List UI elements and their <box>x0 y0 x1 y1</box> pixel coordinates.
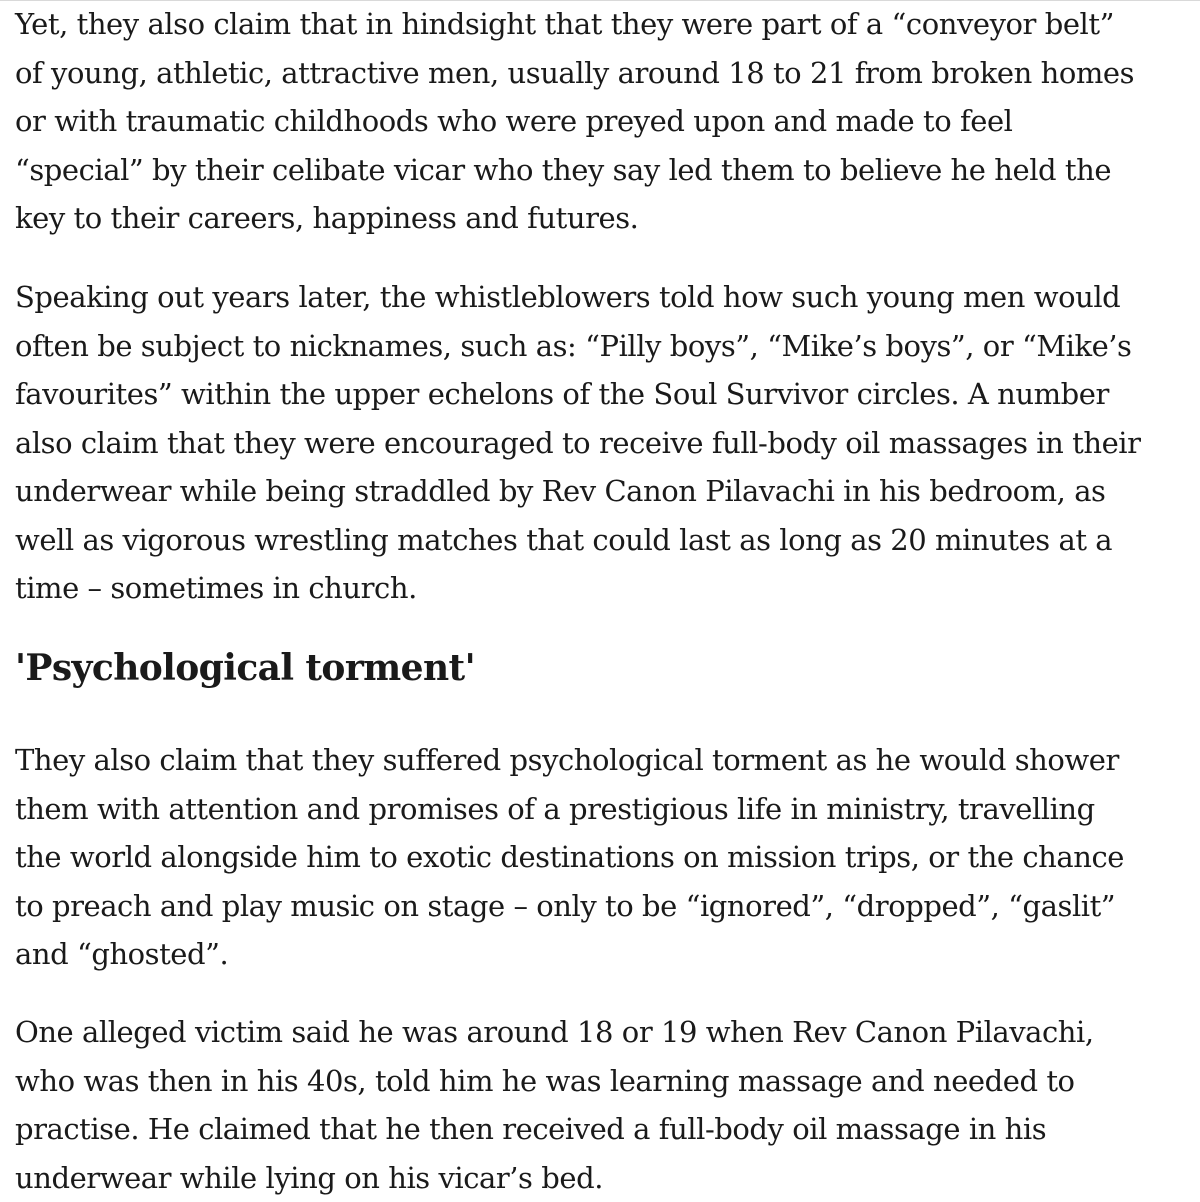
article-paragraph-4: One alleged victim said he was around 18 or 19 when Rev Canon Pilavachi, who was then in his 40s, told him he was learning massage and needed to practise. He claimed that he then received a full-body oil massage in his underwear while lying on his vicar’s bed. <box>15 1015 1094 1195</box>
article-paragraph-2: Speaking out years later, the whistleblowers told how such young men would often be subject to nicknames, such as: “Pilly boys”, “Mike’s boys”, or “Mike’s favourites” within the upper echelons of the Soul Survivor circles. A number also claim that they were encouraged to receive full-body oil massages in their underwear while being straddled by Rev Canon Pilavachi in his bedroom, as well as vigorous wrestling matches that could last as long as 20 minutes at a time – sometimes in church. <box>15 280 1141 605</box>
section-subheading: 'Psychological torment' <box>15 647 476 689</box>
article-paragraph-3: They also claim that they suffered psychological torment as he would shower them with attention and promises of a prestigious life in ministry, travelling the world alongside him to exotic destinations on mission trips, or the chance to preach and play music on stage – only to be “ignored”, “dropped”, “gaslit” and “ghosted”. <box>15 743 1124 971</box>
article-paragraph-1: Yet, they also claim that in hindsight that they were part of a “conveyor belt” of young, athletic, attractive men, usually around 18 to 21 from broken homes or with traumatic childhoods who were preyed upon and made to feel “special” by their celibate vicar who they say led them to believe he held the key to their careers, happiness and futures. <box>15 7 1135 235</box>
